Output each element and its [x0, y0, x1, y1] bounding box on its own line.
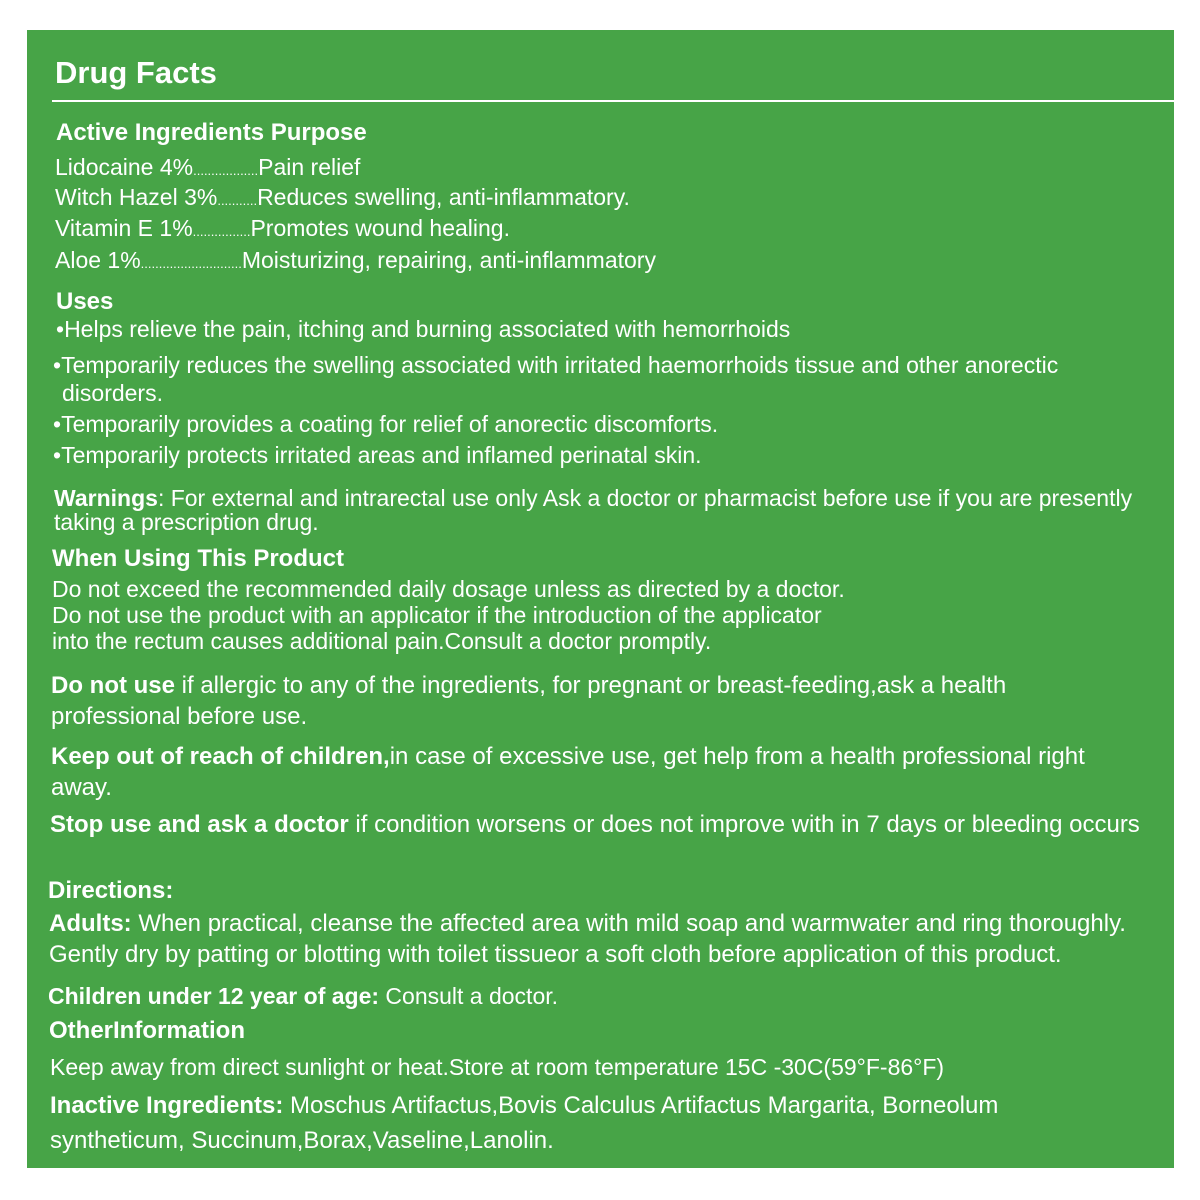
do-not-use-text: if allergic to any of the ingredients, for pregnant or breast-feeding,ask a health professional before use.	[51, 672, 1007, 730]
warnings-paragraph	[54, 486, 1164, 534]
do-not-use-label: Do not use	[51, 672, 175, 699]
other-information-text: Keep away from direct sunlight or heat.Store at room temperature 15C -30C(59°F-86°F)	[50, 1054, 945, 1080]
uses-item	[53, 444, 702, 467]
keep-out-text: in case of excessive use, get help from a health professional right away.	[51, 743, 1085, 801]
leader-dots: ................	[192, 224, 251, 239]
inactive-ingredients-label: Inactive Ingredients:	[50, 1092, 284, 1119]
when-using-line: into the rectum causes additional pain.Consult a doctor promptly.	[52, 628, 712, 654]
other-information-heading: OtherInformation	[49, 1017, 245, 1044]
ingredient-name: Vitamin E 1%	[55, 215, 193, 241]
when-using-line: Do not exceed the recommended daily dosage unless as directed by a doctor.	[52, 576, 845, 602]
children-line	[48, 985, 558, 1008]
uses-item-continued: disorders.	[62, 380, 163, 406]
children-text: Consult a doctor.	[379, 983, 559, 1009]
adults-paragraph	[49, 908, 1167, 970]
warnings-text: : For external and intrarectal use only Ask a doctor or pharmacist before use if you are presently taking a prescription drug.	[54, 485, 1133, 535]
children-label: Children under 12 year of age:	[48, 983, 380, 1009]
uses-item-text: Helps relieve the pain, itching and burning associated with hemorrhoids	[64, 316, 791, 342]
drug-facts-panel	[27, 30, 1174, 1168]
ingredient-purpose: Reduces swelling, anti-inflammatory.	[257, 184, 630, 210]
do-not-use-paragraph	[51, 670, 1111, 732]
page-title: Drug Facts	[55, 55, 217, 90]
adults-label: Adults:	[49, 910, 132, 937]
when-using-line: Do not use the product with an applicator if the introduction of the applicator	[52, 602, 822, 628]
active-ingredient-row	[55, 186, 630, 209]
uses-item	[56, 318, 790, 341]
leader-dots: ...........	[217, 193, 258, 208]
uses-item-text: Temporarily reduces the swelling associated with irritated haemorrhoids tissue and other anorectic	[61, 352, 1059, 378]
adults-text: When practical, cleanse the affected area with mild soap and warmwater and ring thoroughly. Gently dry by patting or blotting with toilet tissueor a soft cloth before application of this product.	[49, 910, 1126, 968]
leader-dots: ..................	[193, 163, 259, 178]
active-ingredient-row	[55, 217, 510, 240]
uses-item	[53, 354, 1058, 377]
active-ingredient-row	[55, 156, 360, 179]
directions-heading: Directions:	[48, 877, 174, 904]
bullet-icon: •	[56, 316, 65, 342]
when-using-heading: When Using This Product	[52, 545, 344, 572]
inactive-ingredients-paragraph	[50, 1088, 1070, 1158]
stop-use-text: if condition worsens or does not improve with in 7 days or bleeding occurs	[348, 811, 1140, 838]
ingredient-purpose: Moisturizing, repairing, anti-inflammatory	[241, 247, 656, 273]
active-ingredient-row	[55, 249, 656, 272]
bullet-icon: •	[53, 442, 62, 468]
stop-use-paragraph	[50, 809, 1150, 840]
bullet-icon: •	[53, 411, 62, 437]
ingredient-name: Lidocaine 4%	[55, 154, 194, 180]
uses-item	[53, 413, 718, 436]
bullet-icon: •	[53, 352, 62, 378]
warnings-label: Warnings	[54, 485, 158, 511]
keep-out-label: Keep out of reach of children,	[51, 743, 390, 770]
ingredient-name: Witch Hazel 3%	[55, 184, 218, 210]
leader-dots: ............................	[140, 256, 242, 271]
uses-item-text: Temporarily provides a coating for relief of anorectic discomforts.	[61, 411, 719, 437]
inactive-ingredients-text: Moschus Artifactus,Bovis Calculus Artifactus Margarita, Borneolum syntheticum, Succinum,Borax,Vaseline,Lanolin.	[50, 1092, 999, 1154]
uses-heading: Uses	[56, 288, 114, 315]
uses-item-text: Temporarily protects irritated areas and inflamed perinatal skin.	[61, 442, 702, 468]
stop-use-label: Stop use and ask a doctor	[50, 811, 349, 838]
ingredient-purpose: Pain relief	[258, 154, 361, 180]
active-ingredients-heading: Active Ingredients Purpose	[56, 119, 367, 146]
keep-out-paragraph	[51, 741, 1151, 803]
ingredient-name: Aloe 1%	[55, 247, 141, 273]
title-divider	[52, 100, 1174, 102]
ingredient-purpose: Promotes wound healing.	[250, 215, 510, 241]
